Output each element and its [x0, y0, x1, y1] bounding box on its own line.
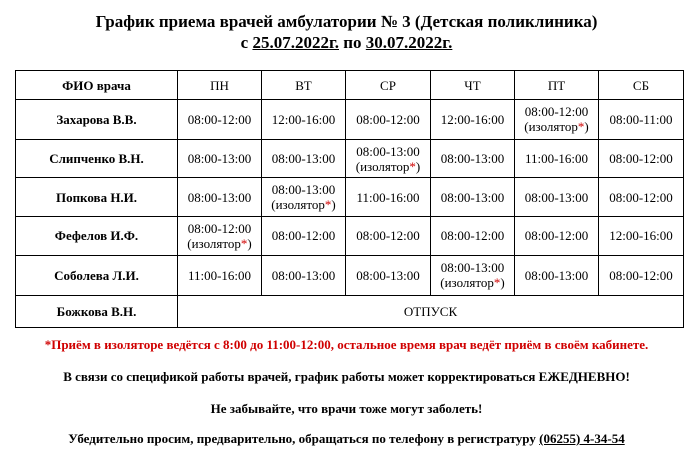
schedule-cell	[431, 100, 515, 140]
schedule-cell	[515, 139, 599, 178]
schedule-cell	[515, 178, 599, 217]
schedule-cell	[515, 217, 599, 256]
schedule-cell	[599, 255, 684, 295]
time-range: 08:00-11:00	[609, 111, 673, 127]
schedule-cell	[431, 139, 515, 178]
time-range: 12:00-16:00	[609, 228, 673, 244]
vacation-cell: ОТПУСК	[178, 295, 684, 327]
time-range: 08:00-13:00	[187, 189, 252, 205]
day-header: ПТ	[515, 71, 599, 100]
doctor-row	[16, 100, 684, 140]
schedule-cell	[346, 255, 431, 295]
schedule-cell	[262, 217, 346, 256]
doctor-row	[16, 178, 684, 217]
day-header: ЧТ	[431, 71, 515, 100]
time-range: 08:00-12:00	[524, 228, 589, 244]
schedule-cell	[262, 100, 346, 140]
time-range: 11:00-16:00	[524, 151, 589, 167]
schedule-cell	[262, 139, 346, 178]
time-range: 08:00-13:00	[187, 151, 252, 167]
schedule-table	[15, 70, 684, 328]
schedule-cell	[346, 139, 431, 178]
day-header: ПН	[178, 71, 262, 100]
date-middle: по	[339, 33, 366, 52]
isolator-close: )	[331, 197, 336, 213]
schedule-cell	[515, 255, 599, 295]
isolator-label	[262, 197, 345, 212]
asterisk-mark: *	[324, 197, 332, 213]
time-range: 08:00-12:00	[356, 111, 420, 127]
schedule-cell	[262, 255, 346, 295]
schedule-cell	[178, 178, 262, 217]
isolator-text: (изолятор	[271, 197, 325, 213]
doctor-name: Божкова В.Н.	[16, 295, 178, 327]
date-range	[0, 33, 693, 53]
time-range: 12:00-16:00	[440, 111, 505, 127]
time-range: 08:00-13:00	[524, 267, 589, 283]
isolator-label	[178, 236, 261, 251]
doctor-row	[16, 139, 684, 178]
time-range: 08:00-13:00	[356, 143, 420, 159]
time-range: 08:00-12:00	[187, 111, 252, 127]
schedule-cell	[431, 255, 515, 295]
doctor-row	[16, 295, 684, 327]
asterisk-mark: *	[240, 235, 248, 251]
isolator-text: (изолятор	[187, 235, 241, 251]
isolator-text: (изолятор	[524, 119, 578, 135]
day-header: СР	[346, 71, 431, 100]
asterisk-mark: *	[493, 275, 501, 291]
doctor-name: Фефелов И.Ф.	[16, 217, 178, 256]
schedule-cell	[178, 139, 262, 178]
time-range: 08:00-12:00	[187, 220, 252, 236]
schedule-cell	[599, 178, 684, 217]
time-range: 08:00-13:00	[271, 182, 336, 198]
schedule-cell	[262, 178, 346, 217]
time-range: 08:00-12:00	[609, 267, 673, 283]
phone-note	[0, 431, 693, 447]
isolator-text: (изолятор	[440, 275, 494, 291]
name-column-header: ФИО врача	[16, 71, 178, 100]
isolator-close: )	[415, 158, 421, 174]
asterisk-mark: *	[409, 158, 416, 174]
sick-note: Не забывайте, что врачи тоже могут заболеть!	[210, 401, 483, 416]
time-range: 11:00-16:00	[356, 189, 420, 205]
phone-number: (06255) 4-34-54	[539, 431, 625, 446]
doctor-name: Слипченко В.Н.	[16, 139, 178, 178]
asterisk-mark: *	[577, 119, 585, 135]
isolator-text: (изолятор	[355, 158, 410, 174]
schedule-cell	[599, 217, 684, 256]
schedule-cell	[599, 100, 684, 140]
time-range: 08:00-12:00	[609, 151, 673, 167]
doctor-row	[16, 255, 684, 295]
time-range: 08:00-13:00	[356, 267, 420, 283]
isolator-close: )	[584, 119, 589, 135]
date-prefix: с	[240, 33, 253, 52]
schedule-cell	[346, 178, 431, 217]
time-range: 08:00-12:00	[440, 228, 505, 244]
isolator-close: )	[247, 235, 252, 251]
time-range: 08:00-13:00	[271, 267, 336, 283]
isolator-close: )	[500, 275, 505, 291]
schedule-cell	[346, 217, 431, 256]
schedule-cell	[346, 100, 431, 140]
time-range: 08:00-13:00	[271, 151, 336, 167]
schedule-cell	[178, 217, 262, 256]
time-range: 08:00-13:00	[524, 189, 589, 205]
time-range: 08:00-13:00	[440, 151, 505, 167]
time-range: 08:00-12:00	[524, 104, 589, 120]
time-range: 08:00-12:00	[609, 189, 673, 205]
doctor-name: Захарова В.В.	[16, 100, 178, 140]
schedule-cell	[431, 178, 515, 217]
schedule-cell	[178, 255, 262, 295]
isolator-label	[346, 159, 430, 174]
time-range: 12:00-16:00	[271, 111, 336, 127]
header-row	[16, 71, 684, 100]
schedule-cell	[515, 100, 599, 140]
phone-note-text: Убедительно просим, предварительно, обращаться по телефону в регистратуру	[68, 431, 540, 446]
time-range: 08:00-12:00	[271, 228, 336, 244]
time-range: 08:00-13:00	[440, 189, 505, 205]
time-range: 08:00-12:00	[356, 228, 420, 244]
day-header: СБ	[599, 71, 684, 100]
isolator-label	[431, 275, 514, 290]
day-header: ВТ	[262, 71, 346, 100]
time-range: 08:00-13:00	[440, 260, 505, 276]
doctor-name: Попкова Н.И.	[16, 178, 178, 217]
schedule-cell	[178, 100, 262, 140]
schedule-change-note: В связи со спецификой работы врачей, график работы может корректироваться ЕЖЕДНЕВНО!	[63, 369, 630, 384]
isolator-label	[515, 119, 598, 134]
time-range: 11:00-16:00	[187, 267, 252, 283]
isolator-note: *Приём в изоляторе ведётся с 8:00 до 11:00-12:00, остальное время врач ведёт приём в своём кабинете.	[44, 337, 649, 352]
date-to: 30.07.2022г.	[365, 33, 453, 52]
date-from: 25.07.2022г.	[252, 33, 339, 52]
doctor-row	[16, 217, 684, 256]
schedule-cell	[431, 217, 515, 256]
schedule-cell	[599, 139, 684, 178]
page-title: График приема врачей амбулатории № 3 (Детская поликлиника)	[95, 12, 598, 31]
doctor-name: Соболева Л.И.	[16, 255, 178, 295]
